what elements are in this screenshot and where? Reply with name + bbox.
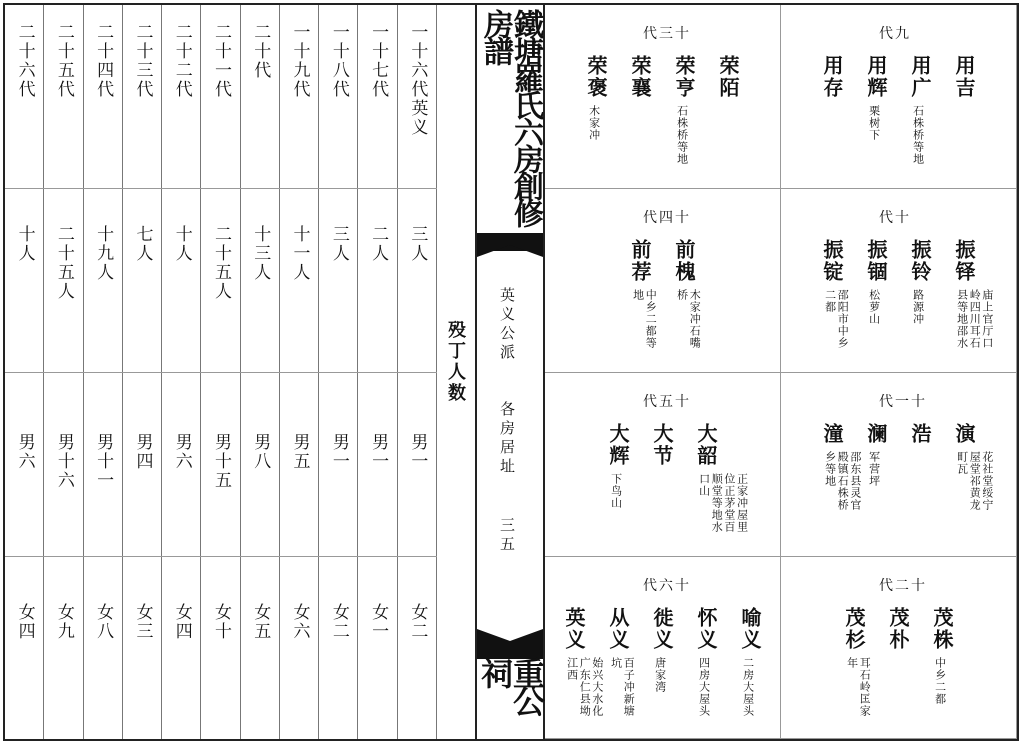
person-name: 振铃 [908, 239, 932, 283]
generation-label: 一十七代 [368, 23, 389, 99]
residence-note: 路源冲 [911, 289, 925, 325]
person-name: 振锭 [820, 239, 844, 283]
person-name: 用存 [820, 55, 844, 99]
female-count: 女二 [328, 603, 349, 641]
male-count: 男十六 [53, 433, 74, 490]
female-count: 女六 [289, 603, 310, 641]
deceased-count: 十人 [171, 225, 192, 263]
generation-heading: 代二十 [879, 578, 927, 594]
person-name: 振铎 [952, 239, 976, 283]
person-name: 大韶 [694, 423, 718, 467]
male-count: 男六 [171, 433, 192, 471]
branch-label: 英义公派 [498, 287, 516, 363]
male-count: 男一 [328, 433, 349, 471]
residence-note: 四房大屋头 [697, 657, 711, 717]
person-name: 澜 [864, 423, 888, 445]
person-name: 前荐 [628, 239, 652, 283]
residence-note: 百子冲新塘坑 [609, 657, 636, 717]
generation-label: 一十六代英义 [407, 23, 428, 137]
deceased-count: 十九人 [93, 225, 114, 282]
deceased-count: 十一人 [289, 225, 310, 282]
female-count: 女五 [250, 603, 271, 641]
generation-label: 一十九代 [289, 23, 310, 99]
residence-note: 正家冲屋里位正茅堂百顺堂等地水口山 [697, 473, 749, 533]
residence-note: 石株桥等地 [675, 105, 689, 165]
person-name: 茂朴 [886, 607, 910, 651]
residence-note: 木家冲 [587, 105, 601, 141]
residence-note: 军营坪 [867, 451, 881, 487]
male-count: 男八 [250, 433, 271, 471]
person-name: 大辉 [606, 423, 630, 467]
person-name: 茂株 [930, 607, 954, 651]
female-count: 女十 [211, 603, 231, 641]
male-count: 男六 [14, 433, 35, 471]
person-name: 荣褒 [584, 55, 608, 99]
person-name: 荣亨 [672, 55, 696, 99]
generation-box [781, 189, 1017, 373]
residence-grid [545, 5, 1017, 739]
residence-note: 耳石岭匡家年 [845, 657, 872, 717]
person-name: 英义 [562, 607, 586, 651]
residence-note: 二房大屋头 [741, 657, 755, 717]
residence-note: 栗树下 [867, 105, 881, 141]
book-title: 鐵塘羅氏六房創修房譜 [478, 9, 543, 225]
person-name: 潼 [820, 423, 844, 445]
person-name: 荣襄 [628, 55, 652, 99]
person-name: 演 [952, 423, 976, 445]
summary-label: 殁丁人数 [445, 320, 466, 404]
deceased-count: 二人 [368, 225, 389, 263]
generation-heading: 代三十 [643, 26, 691, 42]
female-count: 女二 [407, 603, 428, 641]
generation-box [781, 557, 1017, 739]
residence-note: 木家冲石嘴桥 [675, 289, 702, 349]
male-count: 男十五 [211, 433, 231, 490]
male-count: 男一 [368, 433, 389, 471]
page-number: 三五 [498, 517, 516, 555]
residence-note: 中乡二都等地 [631, 289, 658, 349]
generation-heading: 代十 [879, 210, 911, 226]
generation-heading: 代六十 [643, 578, 691, 594]
person-name: 浩 [908, 423, 932, 445]
residence-note: 始兴大水化广东仁县坳江西 [565, 657, 604, 717]
person-name: 前槐 [672, 239, 696, 283]
deceased-count: 十人 [14, 225, 35, 263]
residence-note: 唐家湾 [653, 657, 667, 693]
ancestral-hall-name: 重公祠 [476, 657, 546, 713]
row-divider [5, 556, 437, 557]
female-count: 女三 [132, 603, 153, 641]
generation-label: 二十三代 [132, 23, 153, 99]
generation-box [545, 5, 781, 189]
female-count: 女四 [171, 603, 192, 641]
deceased-count: 二十五人 [211, 225, 231, 301]
generation-box [781, 5, 1017, 189]
residence-note: 庙上官厅口岭四川耳石县等地邵水 [955, 289, 994, 349]
generation-box [545, 557, 781, 739]
person-name: 用辉 [864, 55, 888, 99]
deceased-count: 二十五人 [53, 225, 74, 301]
chevron-top-icon [477, 243, 543, 257]
female-count: 女九 [53, 603, 74, 641]
male-count: 男五 [289, 433, 310, 471]
center-spine [475, 5, 545, 739]
residence-note: 石株桥等地 [911, 105, 925, 165]
female-count: 女一 [368, 603, 389, 641]
person-name: 用广 [908, 55, 932, 99]
section-label: 各房居址 [498, 401, 516, 477]
residence-note: 邵阳市中乡二都 [823, 289, 850, 349]
row-divider [5, 188, 437, 189]
person-name: 怀义 [694, 607, 718, 651]
generation-label: 二十一代 [211, 23, 231, 99]
residence-note: 松萝山 [867, 289, 881, 325]
generation-label: 二十四代 [93, 23, 114, 99]
generation-box [545, 373, 781, 557]
generation-box [545, 189, 781, 373]
residence-note: 花社堂绥宁屋堂祁黄龙町瓦 [955, 451, 994, 511]
residence-note: 中乡二都 [933, 657, 947, 705]
person-name: 喻义 [738, 607, 762, 651]
person-name: 从义 [606, 607, 630, 651]
person-name: 大节 [650, 423, 674, 467]
generation-label: 二十六代 [14, 23, 35, 99]
deceased-count: 七人 [132, 225, 153, 263]
generation-heading: 代四十 [643, 210, 691, 226]
deceased-count: 十三人 [250, 225, 271, 282]
person-name: 振锢 [864, 239, 888, 283]
male-count: 男十一 [93, 433, 114, 490]
generation-heading: 代五十 [643, 394, 691, 410]
female-count: 女四 [14, 603, 35, 641]
generation-label: 二十五代 [53, 23, 74, 99]
generation-label: 一十八代 [328, 23, 349, 99]
deceased-count: 三人 [328, 225, 349, 263]
generation-heading: 代九 [879, 26, 911, 42]
residence-note: 邵东县灵官殿镇石株桥乡等地 [823, 451, 862, 511]
female-count: 女八 [93, 603, 114, 641]
residence-note: 下鸟山 [609, 473, 623, 509]
male-count: 男四 [132, 433, 153, 471]
generation-box [781, 373, 1017, 557]
person-name: 用吉 [952, 55, 976, 99]
row-divider [5, 372, 437, 373]
generation-label: 二十代 [250, 23, 271, 80]
person-name: 荣陌 [716, 55, 740, 99]
deceased-count: 三人 [407, 225, 428, 263]
male-count: 男一 [407, 433, 428, 471]
person-name: 茂杉 [842, 607, 866, 651]
person-name: 徙义 [650, 607, 674, 651]
generation-heading: 代一十 [879, 394, 927, 410]
generation-label: 二十二代 [171, 23, 192, 99]
